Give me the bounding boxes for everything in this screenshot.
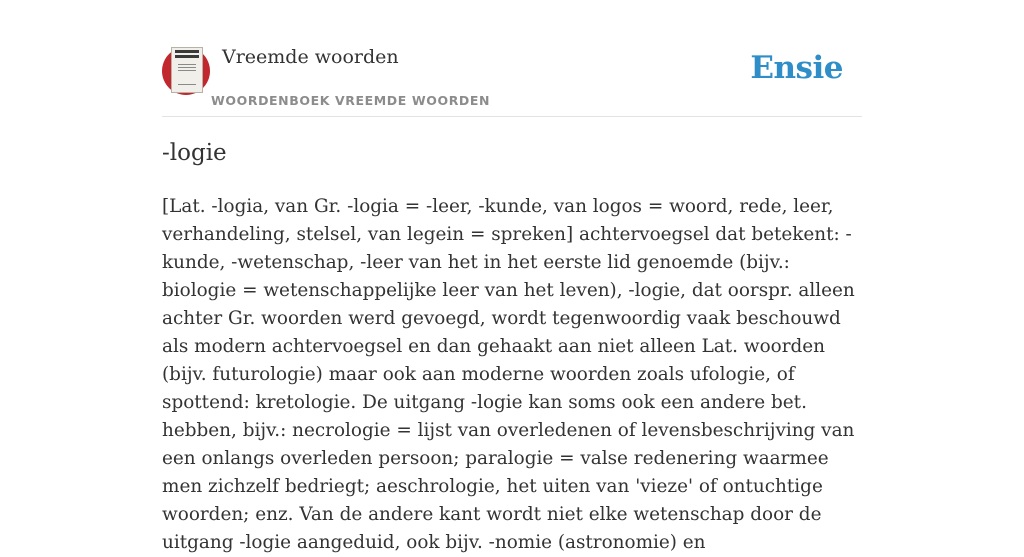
dictionary-cover-image[interactable] <box>162 47 210 95</box>
page-header <box>162 0 862 117</box>
dictionary-title[interactable]: Vreemde woorden <box>222 46 399 68</box>
entry-term: -logie <box>162 140 227 166</box>
content-card <box>162 0 862 553</box>
ensie-logo[interactable]: Ensie <box>750 50 843 86</box>
dictionary-subtitle: WOORDENBOEK VREEMDE WOORDEN <box>211 93 491 108</box>
book-cover-icon <box>171 47 203 93</box>
entry-definition: [Lat. -logia, van Gr. -logia = -leer, -kunde, van logos = woord, rede, leer, verhandeling, stelsel, van legein = spreken] achtervoegsel dat betekent: -kunde, -wetenschap, -leer van het in het eerste lid genoemde (bijv.: biologie = wetenschappelijke leer van het leven), -logie, dat oorspr. alleen achter Gr. woorden werd gevoegd, wordt tegenwoordig vaak beschouwd als modern achtervoegsel en dan gehaakt aan niet alleen Lat. woorden (bijv. futurologie) maar ook aan moderne woorden zoals ufologie, of spottend: kretologie. De uitgang -logie kan soms ook een andere bet. hebben, bijv.: necrologie = lijst van overledenen of levensbeschrijving van een onlangs overleden persoon; paralogie = valse redenering waarmee men zichzelf bedriegt; aeschrologie, het uiten van 'vieze' of ontuchtige woorden; enz. Van de andere kant wordt niet elke wetenschap door de uitgang -logie aangeduid, ook bijv. -nomie (astronomie) en <box>162 196 855 553</box>
